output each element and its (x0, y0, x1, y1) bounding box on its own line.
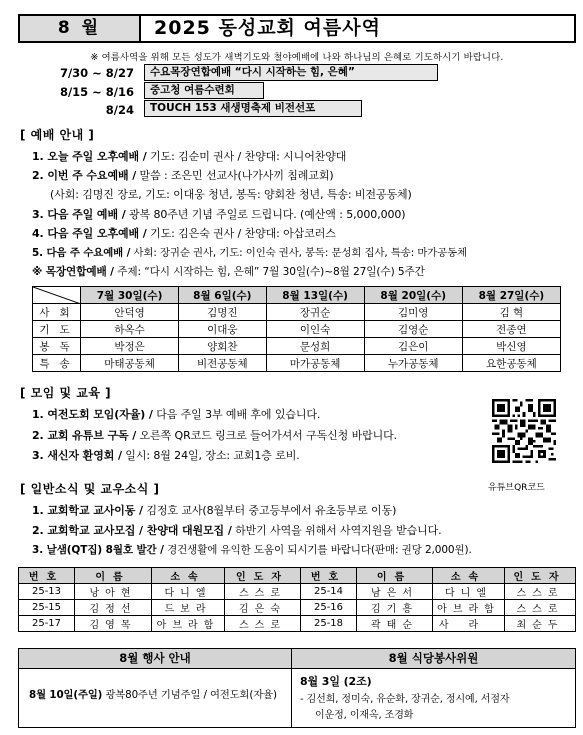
table-cell: 안덕영 (81, 304, 179, 321)
table-row (33, 338, 561, 355)
table-header-cell: 인도자 (505, 568, 576, 584)
table-cell: 다니엘 (433, 584, 505, 600)
cafeteria-box (292, 648, 576, 728)
table-cell: 김은숙 (225, 600, 301, 616)
meeting-item: 1. 여전도회 모임(자율) / 다음 주일 3부 예배 후에 있습니다. (32, 408, 321, 421)
table-header-row (19, 568, 576, 584)
page-title: 2025 동성교회 여름사역 (154, 17, 381, 39)
table-row (19, 616, 576, 632)
table-cell: 25-17 (19, 616, 75, 632)
schedule-event: TOUCH 153 새생명축제 비전선포 (144, 100, 362, 117)
table-header-date: 7월 30일(수) (81, 287, 179, 304)
general-item: 1. 교회학교 교사이동 / 김정호 교사(8월부터 중고등부에서 유초등부로 이동) (32, 504, 397, 517)
table-cell: 김기흥 (357, 600, 433, 616)
table-cell: 아브라함 (152, 616, 225, 632)
table-cell: 이인숙 (266, 321, 364, 338)
table-cell: 김영순 (364, 321, 462, 338)
event-item: 8월 10일(주일) 광복80주년 기념주일 / 여전도회(자율) (29, 689, 277, 701)
table-cell: 스스로 (225, 584, 301, 600)
table-cell: 25-13 (19, 584, 75, 600)
meeting-section-title: [ 모임 및 교육 ] (20, 386, 112, 400)
page-header (18, 14, 576, 43)
worship-item: ※ 목장연합예배 / 주제: “다시 시작하는 힘, 은혜” 7월 30일(수)~8월 27일(수) 5주간 (32, 266, 425, 278)
table-header-row (33, 287, 561, 304)
table-row (33, 355, 561, 372)
table-header-cell: 인도자 (225, 568, 301, 584)
table-cell: 김 혁 (462, 304, 560, 321)
table-cell: 사라 (433, 616, 505, 632)
table-cell: 아브라함 (433, 600, 505, 616)
worship-item: 2. 이번 주 수요예배 / 말씀 : 조은민 선교사(나가사끼 침례교회) (32, 169, 334, 182)
worship-item: 3. 다음 주일 예배 / 광복 80주년 기념 주일로 드립니다. (예산액 : 5,000,000) (32, 208, 406, 221)
table-cell: 다니엘 (152, 584, 225, 600)
events-title: 8월 행사 안내 (19, 649, 291, 669)
row-label: 봉독 (33, 338, 81, 355)
table-header-cell: 이름 (75, 568, 152, 584)
table-cell: 최순두 (505, 616, 576, 632)
table-header-date: 8월 6일(수) (179, 287, 266, 304)
cafeteria-members: - 김선희, 정미숙, 유순화, 장귀순, 정시예, 서점자 (300, 694, 510, 705)
schedule-date: 7/30 ~ 8/27 (59, 66, 134, 80)
table-cell: 스스로 (505, 600, 576, 616)
table-header-date: 8월 13일(수) (266, 287, 364, 304)
worship-item: 1. 오늘 주일 오후예배 / 기도: 김순미 권사 / 찬양대: 시니어찬양대 (32, 150, 347, 163)
table-corner-cell (33, 287, 81, 304)
worship-item: (사회: 김명진 장로, 기도: 이대웅 청년, 봉독: 양회찬 청년, 특송: 비전공동체) (50, 188, 412, 201)
meeting-item: 3. 새신자 환영회 / 일시: 8월 24일, 장소: 교회1층 로비. (32, 449, 300, 462)
table-cell: 25-15 (19, 600, 75, 616)
table-cell: 박신영 (462, 338, 560, 355)
table-cell: 25-18 (301, 616, 357, 632)
table-row (33, 304, 561, 321)
table-row (19, 600, 576, 616)
table-cell: 문성희 (266, 338, 364, 355)
row-label: 사회 (33, 304, 81, 321)
table-cell: 곽태순 (357, 616, 433, 632)
table-header-cell: 번호 (19, 568, 75, 584)
table-cell: 양회찬 (179, 338, 266, 355)
table-cell: 김명진 (179, 304, 266, 321)
general-item: 2. 교회학교 교사모집 / 찬양대 대원모집 / 하반기 사역을 위해서 사역지원을 받습니다. (32, 524, 442, 537)
cafeteria-date: 8월 3일 (2조) (300, 675, 372, 688)
row-label: 기도 (33, 321, 81, 338)
table-cell: 이대웅 (179, 321, 266, 338)
general-item: 3. 날샘(QT집) 8월호 발간 / 경건생활에 유익한 도움이 되시기를 바랍니다(판매: 권당 2,000원). (32, 544, 472, 556)
general-section-title: [ 일반소식 및 교우소식 ] (20, 482, 160, 496)
table-cell: 드보라 (152, 600, 225, 616)
table-cell: 장귀순 (266, 304, 364, 321)
duty-table (32, 286, 561, 372)
month-label: 8 월 (20, 16, 141, 41)
table-cell: 25-16 (301, 600, 357, 616)
table-cell: 전종연 (462, 321, 560, 338)
table-cell: 25-14 (301, 584, 357, 600)
table-header-cell: 소속 (433, 568, 505, 584)
table-cell: 스스로 (505, 584, 576, 600)
table-header-cell: 소속 (152, 568, 225, 584)
table-cell: 남은서 (357, 584, 433, 600)
table-cell: 김미영 (364, 304, 462, 321)
events-box (18, 648, 292, 728)
worship-section-title: [ 예배 안내 ] (20, 128, 95, 142)
table-cell: 마가공동체 (266, 355, 364, 372)
teacher-table (18, 567, 576, 632)
worship-item: 4. 다음 주일 오후예배 / 기도: 김은숙 권사 / 찬양대: 아삽코러스 (32, 227, 336, 240)
table-header-date: 8월 27일(수) (462, 287, 560, 304)
prayer-notice: ※ 여름사역을 위해 모든 성도가 새벽기도와 철야예배에 나와 하나님의 은혜로 기도하시기 바랍니다. (90, 52, 504, 63)
cafeteria-title: 8월 식당봉사위원 (292, 649, 575, 669)
schedule-date: 8/15 ~ 8/16 (59, 85, 134, 99)
youtube-qr-code[interactable] (492, 399, 556, 463)
diagonal-line (33, 287, 81, 304)
table-header-cell: 이름 (357, 568, 433, 584)
table-header-date: 8월 20일(수) (364, 287, 462, 304)
table-cell: 하옥수 (81, 321, 179, 338)
table-cell: 누가공동체 (364, 355, 462, 372)
table-cell: 김정선 (75, 600, 152, 616)
table-row (33, 321, 561, 338)
schedule-date: 8/24 (105, 103, 134, 117)
schedule-event: 수요목장연합예배 “다시 시작하는 힘, 은혜” (144, 64, 438, 81)
table-header-cell: 번호 (301, 568, 357, 584)
table-cell: 박정은 (81, 338, 179, 355)
schedule-event: 중고청 여름수련회 (144, 82, 264, 99)
table-cell: 비전공동체 (179, 355, 266, 372)
table-cell: 스스로 (225, 616, 301, 632)
table-cell: 마태공동체 (81, 355, 179, 372)
table-cell: 낭아현 (75, 584, 152, 600)
meeting-item: 2. 교회 유튜브 구독 / 오른쪽 QR코드 링크로 들어가셔서 구독신청 바랍니다. (32, 429, 398, 442)
qr-code-label: 유튜브QR코드 (488, 483, 545, 493)
table-cell: 김영목 (75, 616, 152, 632)
row-label: 특송 (33, 355, 81, 372)
table-row (19, 584, 576, 600)
cafeteria-members: 이운정, 이재옥, 조경화 (315, 710, 414, 721)
table-cell: 김은이 (364, 338, 462, 355)
table-cell: 요한공동체 (462, 355, 560, 372)
worship-item: 5. 다음 주 수요예배 / 사회: 장귀순 권사, 기도: 이인숙 권사, 봉독: 문성희 집사, 특송: 마가공동체 (32, 247, 467, 259)
